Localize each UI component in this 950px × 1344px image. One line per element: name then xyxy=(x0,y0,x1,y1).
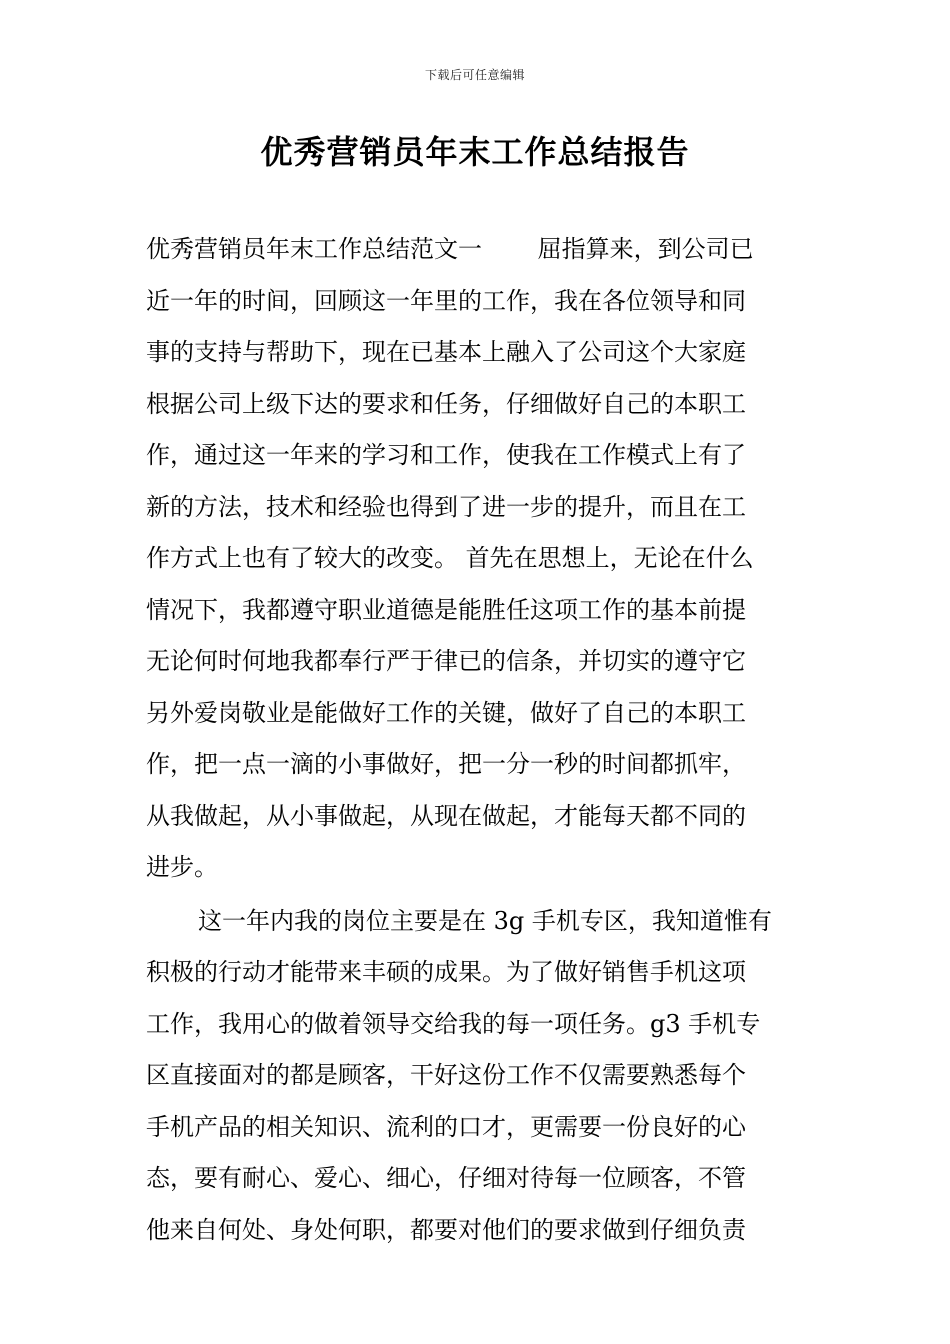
paragraph-line: 这一年内我的岗位主要是在 3g 手机专区，我知道惟有 xyxy=(198,906,772,935)
paragraph-line: 工作，我用心的做着领导交给我的每一项任务。g3 手机专 xyxy=(146,1009,761,1038)
paragraph-line: 进步。 xyxy=(146,853,218,881)
paragraph-line: 作，通过这一年来的学习和工作，使我在工作模式上有了 xyxy=(146,441,746,469)
document-title: 优秀营销员年末工作总结报告 xyxy=(260,133,690,171)
paragraph-line: 从我做起，从小事做起，从现在做起，才能每天都不同的 xyxy=(146,801,746,830)
paragraph-line: 优秀营销员年末工作总结范文一 屈指算来，到公司已 xyxy=(146,235,754,263)
header-note: 下载后可任意编辑 xyxy=(424,68,525,82)
paragraph-line: 根据公司上级下达的要求和任务，仔细做好自己的本职工 xyxy=(146,389,746,418)
paragraph-line: 情况下，我都遵守职业道德是能胜任这项工作的基本前提 xyxy=(146,595,746,624)
paragraph-line: 态，要有耐心、爱心、细心，仔细对待每一位顾客，不管 xyxy=(146,1164,746,1192)
paragraph-line: 另外爱岗敬业是能做好工作的关键，做好了自己的本职工 xyxy=(146,698,746,727)
paragraph-line: 积极的行动才能带来丰硕的成果。为了做好销售手机这项 xyxy=(146,958,746,986)
paragraph-line: 作方式上也有了较大的改变。 首先在思想上，无论在什么 xyxy=(146,544,754,572)
paragraph-line: 手机产品的相关知识、流利的口才，更需要一份良好的心 xyxy=(146,1112,746,1141)
paragraph-line: 作，把一点一滴的小事做好，把一分一秒的时间都抓牢， xyxy=(146,750,746,778)
paragraph-line: 区直接面对的都是顾客，干好这份工作不仅需要熟悉每个 xyxy=(146,1061,746,1089)
paragraph-2 xyxy=(146,896,810,1257)
paragraph-line: 新的方法，技术和经验也得到了进一步的提升，而且在工 xyxy=(146,492,746,521)
paragraph-1 xyxy=(146,224,810,894)
paragraph-line: 无论何时何地我都奉行严于律已的信条，并切实的遵守它 xyxy=(146,647,746,675)
paragraph-line: 他来自何处、身处何职，都要对他们的要求做到仔细负责 xyxy=(146,1215,746,1244)
paragraph-line: 近一年的时间，回顾这一年里的工作，我在各位领导和同 xyxy=(146,286,746,315)
paragraph-line: 事的支持与帮助下，现在已基本上融入了公司这个大家庭 xyxy=(146,338,746,366)
document-body xyxy=(146,224,810,1256)
